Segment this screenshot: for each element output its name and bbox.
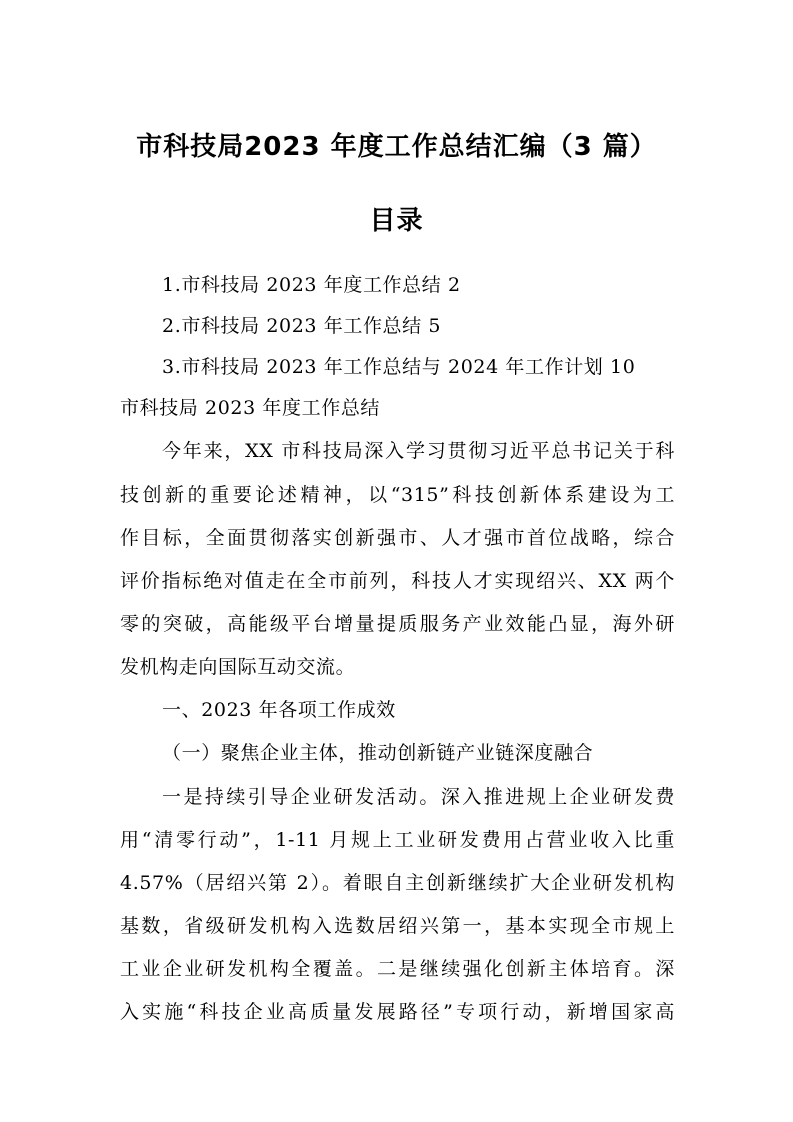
paragraph-line: 今年来，XX 市科技局深入学习贯彻习近平总书记关于科: [162, 440, 675, 462]
paragraph-line: 零的突破，高能级平台增量提质服务产业效能凸显，海外研: [120, 613, 675, 635]
toc-item-3[interactable]: 3.市科技局 2023 年工作总结与 2024 年工作计划 10: [162, 356, 636, 378]
paragraph-line: 作目标，全面贯彻落实创新强市、人才强市首位战略，综合: [120, 527, 675, 549]
paragraph-line: 用“清零行动”，1-11 月规上工业研发费用占营业收入比重: [120, 829, 675, 851]
paragraph-line: 基数，省级研发机构入选数居绍兴第一，基本实现全市规上: [120, 915, 675, 937]
toc-item-1[interactable]: 1.市科技局 2023 年度工作总结 2: [162, 274, 461, 296]
heading-level-1: 一、2023 年各项工作成效: [162, 699, 396, 721]
toc-item-2[interactable]: 2.市科技局 2023 年工作总结 5: [162, 315, 442, 337]
paragraph-line: 4.57%（居绍兴第 2）。着眼自主创新继续扩大企业研发机构: [120, 872, 675, 894]
heading-level-2: （一）聚焦企业主体，推动创新链产业链深度融合: [162, 742, 594, 764]
paragraph-line: 入实施“科技企业高质量发展路径”专项行动，新增国家高: [120, 1001, 675, 1023]
paragraph-line: 工业企业研发机构全覆盖。二是继续强化创新主体培育。深: [120, 958, 675, 980]
paragraph-line: 评价指标绝对值走在全市前列，科技人才实现绍兴、XX 两个: [120, 570, 675, 592]
document-title: 市科技局2023 年度工作总结汇编（3 篇）: [136, 132, 657, 162]
toc-heading: 目录: [369, 206, 424, 236]
paragraph-line: 一是持续引导企业研发活动。深入推进规上企业研发费: [162, 786, 675, 808]
paragraph-line: 技创新的重要论述精神，以“315”科技创新体系建设为工: [120, 484, 675, 506]
section-title: 市科技局 2023 年度工作总结: [120, 397, 381, 419]
paragraph-line: 发机构走向国际互动交流。: [120, 656, 356, 678]
